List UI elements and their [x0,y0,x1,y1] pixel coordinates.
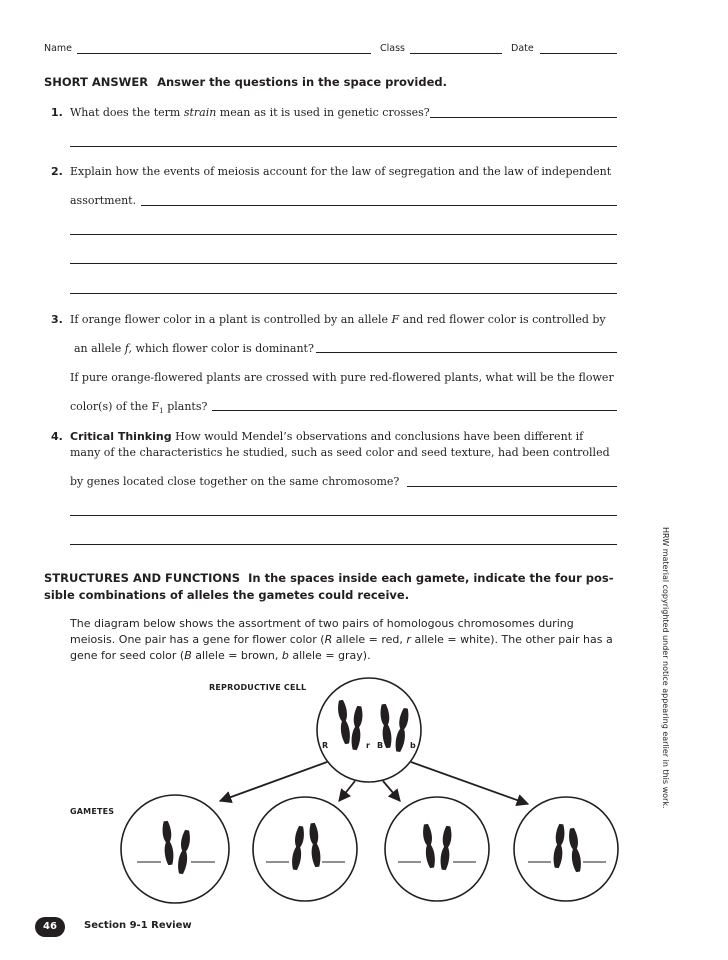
name-label: Name [44,43,73,54]
gamete-4 [514,797,618,901]
intro-text: allele = brown, [191,649,282,662]
q3-l2-post: which flower color is dominant? [131,342,314,355]
section-instruction: In the spaces inside each gamete, indicate the four pos- [248,571,614,585]
q1-post: mean as it is used in genetic crosses? [216,106,430,119]
allele-b: b [281,649,289,662]
question-2-line-2: assortment. [70,194,137,207]
q1-term: strain [183,106,217,119]
q1-pre: What does the term [70,106,184,119]
allele-R: R [324,633,333,646]
q3-l4-pre: color(s) of the F [70,400,160,413]
section-title: STRUCTURES AND FUNCTIONS [44,571,241,585]
q4-l1: How would Mendel’s observations and conclusions have been different if [171,430,584,443]
section-instruction: Answer the questions in the space provided. [157,75,448,89]
page-number-badge: 46 [35,917,65,937]
gamete-3 [385,797,489,901]
footer-section: Section 9-1 Review [84,920,192,931]
q3-l2-pre: an allele [74,342,125,355]
date-label: Date [511,43,534,54]
gamete-1 [121,795,229,903]
intro-text: gene for seed color ( [70,649,185,662]
gene-label-b: b [410,741,416,750]
question-number: 2. [51,165,63,178]
q3-l4-sub: 1 [159,407,164,416]
intro-text: allele = gray). [288,649,371,662]
q3-allele-F: F [391,313,400,326]
question-4-line-3: by genes located close together on the same chromosome? [70,475,400,488]
question-number: 1. [51,106,63,119]
allele-B: B [184,649,192,662]
question-4-line-2: many of the characteristics he studied, such as seed color and seed texture, had been controlled [70,446,610,459]
structures-heading-line-2: sible combinations of alleles the gametes could receive. [44,588,410,602]
arrow-1 [220,762,327,801]
section-title: SHORT ANSWER [44,75,149,89]
intro-line-1: The diagram below shows the assortment of two pairs of homologous chromosomes during [70,617,574,630]
gametes-label: GAMETES [70,807,115,816]
question-number: 3. [51,313,63,326]
intro-text: meiosis. One pair has a gene for flower color ( [70,633,325,646]
intro-text: allele = white). The other pair has a [410,633,613,646]
class-label: Class [380,43,405,54]
copyright-notice: HRW material copyrighted under notice appearing earlier in this work. [661,527,670,809]
q3-allele-f: f, [124,342,132,355]
gene-label-r: r [366,741,370,750]
intro-text: allele = red, [332,633,407,646]
q3-l1-post: and red flower color is controlled by [399,313,606,326]
critical-thinking-label: Critical Thinking [70,430,172,443]
arrow-3 [383,781,400,801]
gene-label-B: B [377,741,384,750]
question-2-line-1: Explain how the events of meiosis account for the law of segregation and the law of independent [70,165,612,178]
question-number: 4. [51,430,63,443]
q3-l4-post: plants? [163,400,208,413]
reproductive-cell [317,678,421,782]
allele-r: r [406,633,411,646]
q3-l1-pre: If orange flower color in a plant is controlled by an allele [70,313,392,326]
arrow-2 [339,781,355,801]
gamete-2 [253,797,357,901]
question-3-line-3: If pure orange-flowered plants are crossed with pure red-flowered plants, what will be the flower [70,371,614,384]
gene-label-R: R [322,741,329,750]
reproductive-cell-label: REPRODUCTIVE CELL [209,683,307,692]
